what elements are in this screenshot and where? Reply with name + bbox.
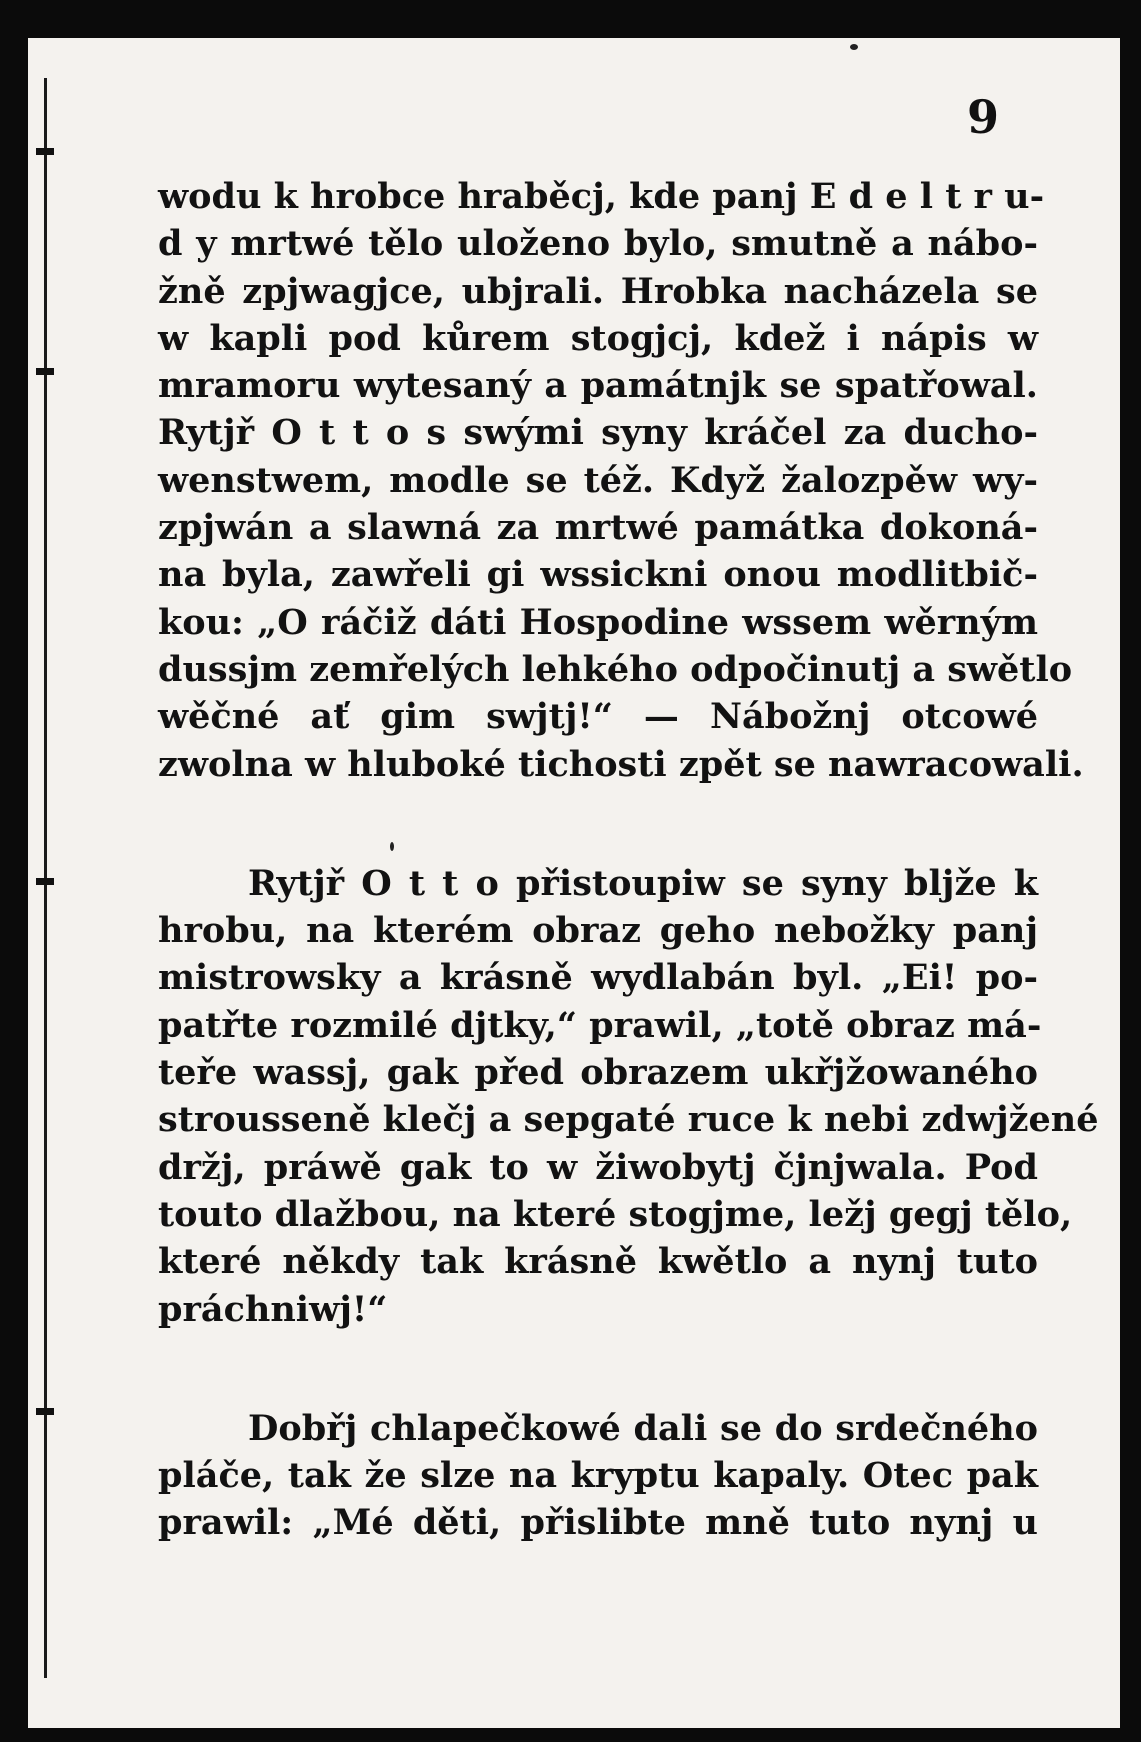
- book-page: [28, 38, 1120, 1728]
- text-line: touto dlažbou, na které stogjme, ležj gegj tělo,: [158, 1193, 1073, 1235]
- text-line: wěčné ať gim swjtj!“ — Nábožnj otcowé: [158, 696, 1038, 738]
- text-line: zpjwán a slawná za mrtwé památka dokoná-: [158, 507, 1038, 549]
- text-line: které někdy tak krásně kwětlo a nynj tuto: [158, 1241, 1038, 1283]
- text-line: Rytjř O t t o přistoupiw se syny bljže k: [248, 862, 1038, 904]
- text-line: wodu k hrobce hraběcj, kde panj E d e l t r u-: [158, 176, 1045, 217]
- gutter-mark: [36, 1408, 54, 1415]
- text-line: kou: „O ráčiž dáti Hospodine wssem wěrným: [158, 601, 1038, 643]
- body-text: [158, 173, 1099, 1619]
- gutter-mark: [36, 878, 54, 885]
- text-line: d y mrtwé tělo uloženo bylo, smutně a nábo-: [158, 223, 1038, 265]
- text-line: wenstwem, modle se též. Když žalozpěw wy-: [158, 459, 1038, 501]
- text-line: prawil: „Mé děti, přislibte mně tuto nynj u: [158, 1502, 1038, 1544]
- text-line: držj, práwě gak to w žiwobytj čjnjwala. Pod: [158, 1146, 1038, 1188]
- paragraph: [158, 1405, 1038, 1547]
- text-line: teře wassj, gak před obrazem ukřjžowaného: [158, 1052, 1038, 1094]
- text-line: mistrowsky a krásně wydlabán byl. „Ei! po-: [158, 957, 1038, 999]
- text-line: žně zpjwagjce, ubjrali. Hrobka nacházela se: [158, 270, 1038, 312]
- text-line: Dobřj chlapečkowé dali se do srdečného: [248, 1407, 1038, 1449]
- text-line: strousseně klečj a sepgaté ruce k nebi zdwjžené: [158, 1099, 1099, 1141]
- paragraph: [158, 860, 1099, 1333]
- page-number: 9: [966, 90, 1000, 144]
- text-line: mramoru wytesaný a památnjk se spatřowal.: [158, 365, 1038, 407]
- text-line: patřte rozmilé djtky,“ prawil, „totě obraz má-: [158, 1004, 1042, 1046]
- text-line: na byla, zawřeli gi wssickni onou modlitbič-: [158, 554, 1038, 596]
- binding-gutter: [28, 38, 70, 1728]
- scan-speck: [850, 44, 858, 50]
- text-line: práchniwj!“: [158, 1288, 388, 1330]
- paragraph: [158, 173, 1084, 788]
- text-line: hrobu, na kterém obraz geho nebožky panj: [158, 910, 1038, 952]
- text-line: dussjm zemřelých lehkého odpočinutj a swětlo: [158, 648, 1073, 690]
- text-line: pláče, tak že slze na kryptu kapaly. Otec pak: [158, 1455, 1038, 1497]
- text-line: zwolna w hluboké tichosti zpět se nawracowali.: [158, 743, 1084, 785]
- text-line: Rytjř O t t o s swými syny kráčel za ducho-: [158, 412, 1038, 454]
- text-line: w kapli pod kůrem stogjcj, kdež i nápis w: [158, 317, 1038, 359]
- gutter-mark: [36, 148, 54, 155]
- gutter-mark: [36, 368, 54, 375]
